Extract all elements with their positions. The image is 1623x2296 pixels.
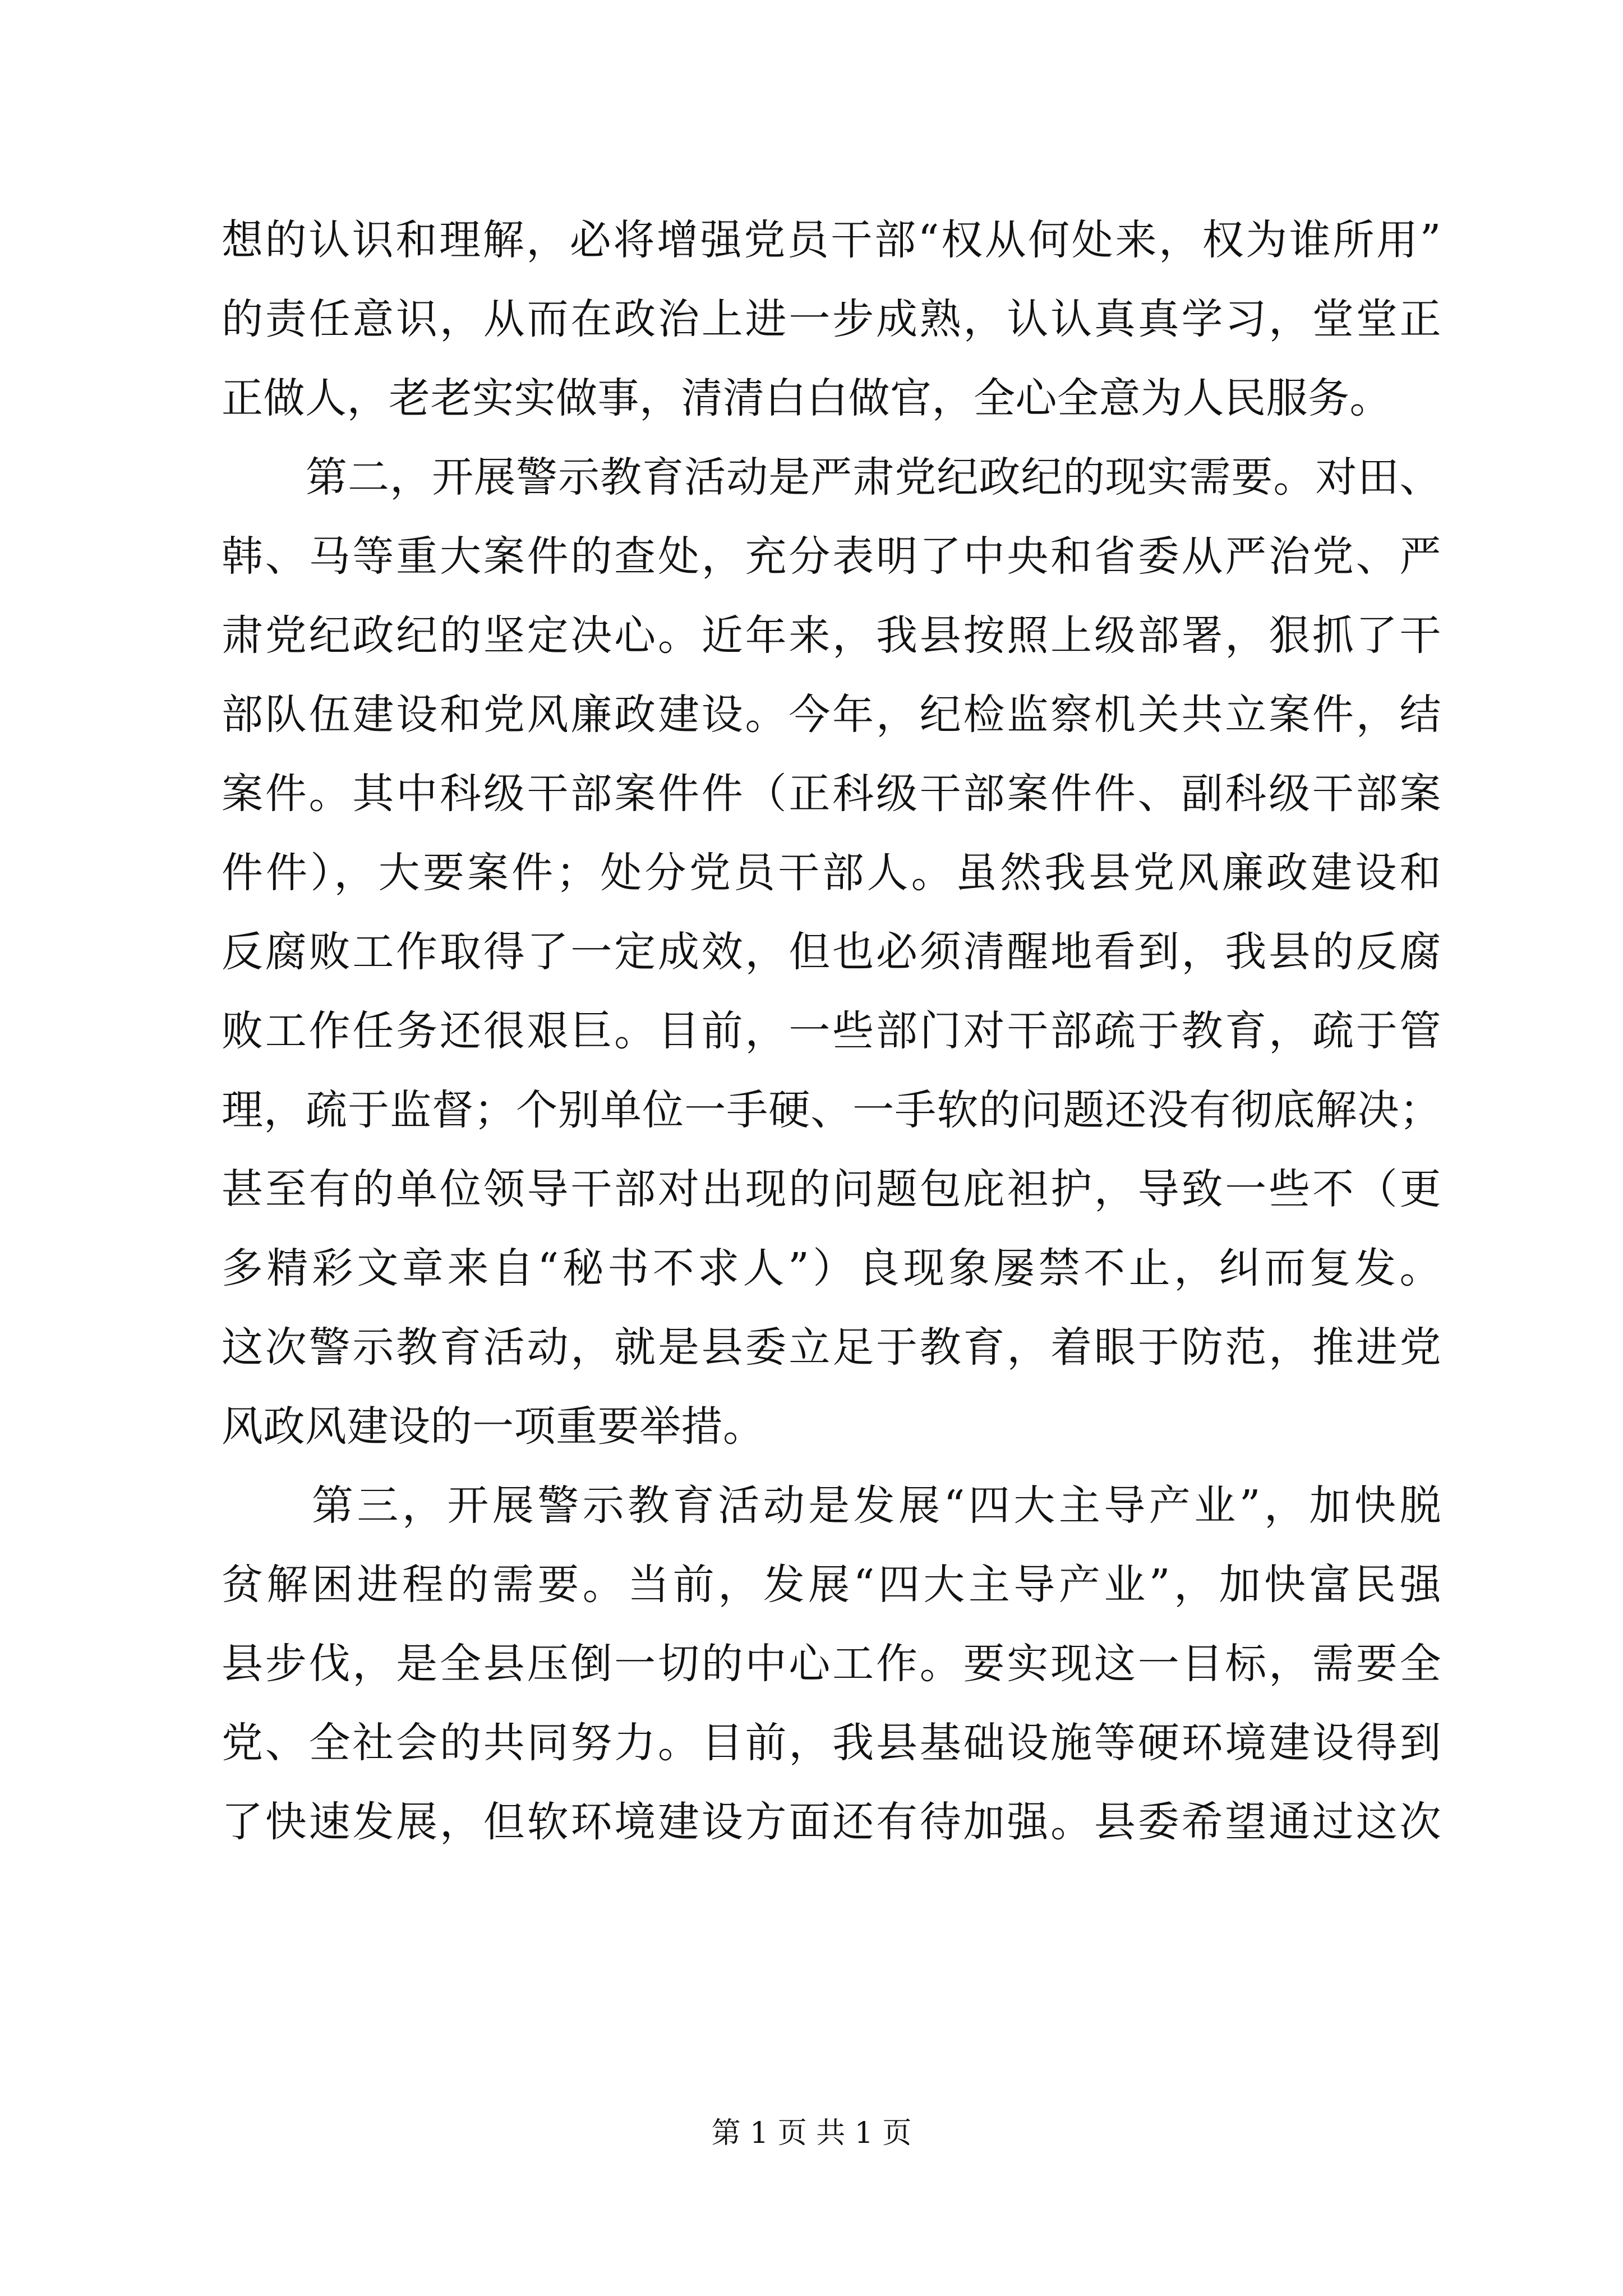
- text-line: 党、全社会的共同努力。目前，我县基础设施等硬环境建设得到: [222, 1719, 1441, 1767]
- document-body: [222, 201, 1441, 1862]
- text-line: 了快速发展，但软环境建设方面还有待加强。县委希望通过这次: [222, 1798, 1441, 1846]
- text-line: 案件。其中科级干部案件件（正科级干部案件件、副科级干部案: [222, 770, 1441, 818]
- text-line: 第三，开展警示教育活动是发展“四大主导产业”，加快脱: [222, 1481, 1441, 1530]
- text-line: 贫解困进程的需要。当前，发展“四大主导产业”，加快富民强: [222, 1561, 1441, 1609]
- text-line: 甚至有的单位领导干部对出现的问题包庇袒护，导致一些不（更: [222, 1165, 1441, 1213]
- text-line: 的责任意识，从而在政治上进一步成熟，认认真真学习，堂堂正: [222, 295, 1441, 343]
- text-line: 部队伍建设和党风廉政建设。今年，纪检监察机关共立案件，结: [222, 691, 1441, 739]
- text-line: 败工作任务还很艰巨。目前，一些部门对干部疏于教育，疏于管: [222, 1007, 1441, 1055]
- text-line: 正做人，老老实实做事，清清白白做官，全心全意为人民服务。: [222, 374, 1391, 422]
- text-line: 第二，开展警示教育活动是严肃党纪政纪的现实需要。对田、: [222, 453, 1441, 501]
- page-number-footer: 第 1 页 共 1 页: [711, 2116, 912, 2150]
- text-line: 风政风建设的一项重要举措。: [222, 1402, 765, 1451]
- text-line: 肃党纪政纪的坚定决心。近年来，我县按照上级部署，狠抓了干: [222, 611, 1441, 660]
- text-line: 县步伐，是全县压倒一切的中心工作。要实现这一目标，需要全: [222, 1640, 1441, 1688]
- text-line: 件件），大要案件；处分党员干部人。虽然我县党风廉政建设和: [222, 849, 1441, 897]
- text-line: 想的认识和理解，必将增强党员干部“权从何处来，权为谁所用”: [222, 216, 1441, 264]
- text-line: 反腐败工作取得了一定成效，但也必须清醒地看到，我县的反腐: [222, 928, 1441, 976]
- text-line: 这次警示教育活动，就是县委立足于教育，着眼于防范，推进党: [222, 1323, 1441, 1372]
- text-line: 韩、马等重大案件的查处，充分表明了中央和省委从严治党、严: [222, 532, 1441, 581]
- text-line: 理，疏于监督；个别单位一手硬、一手软的问题还没有彻底解决；: [222, 1086, 1441, 1134]
- text-line: 多精彩文章来自“秘书不求人”）良现象屡禁不止，纠而复发。: [222, 1244, 1441, 1292]
